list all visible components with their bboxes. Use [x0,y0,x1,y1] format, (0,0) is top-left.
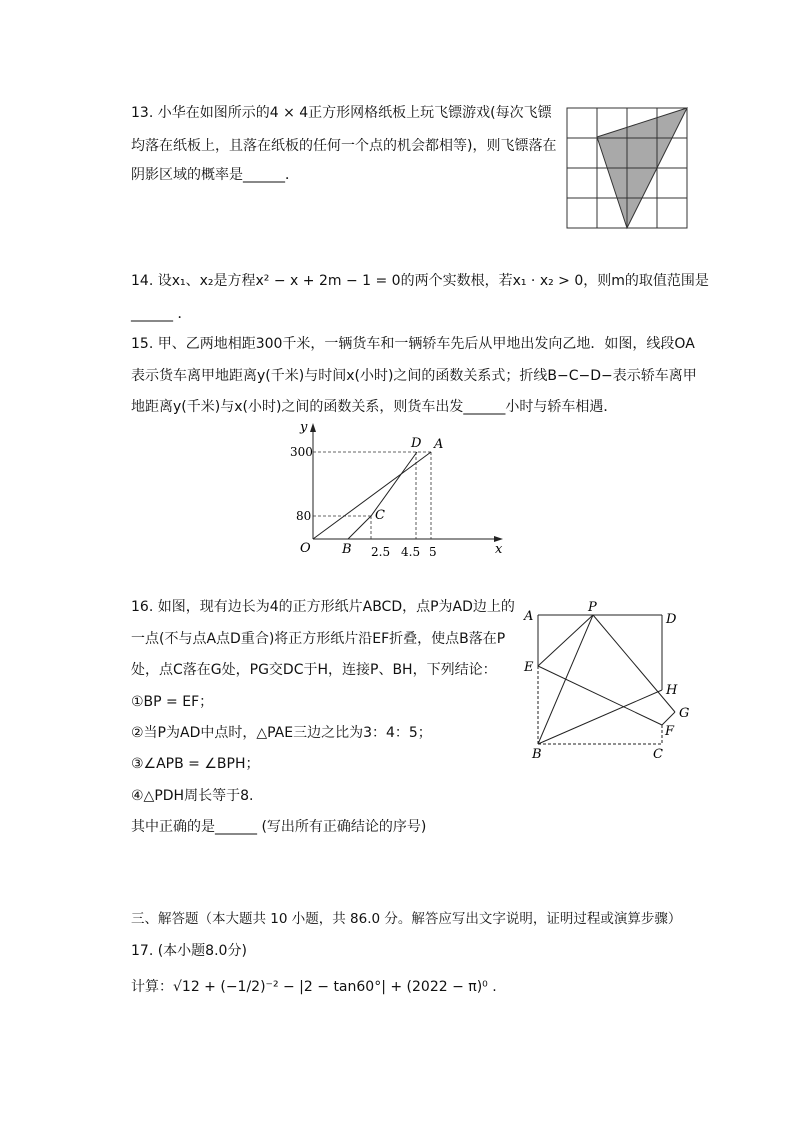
x-axis-label: x [495,542,503,557]
q14-line1: 14. 设x₁、x₂是方程x² − x + 2m − 1 = 0的两个实数根，若x₁ · x₂ > 0，则m的取值范围是 [131,273,709,289]
q16-line1: 16. 如图，现有边长为4的正方形纸片ABCD，点P为AD边上的 [131,599,515,615]
q16-conclusion-2: ②当P为AD中点时，△PAE三边之比为3：4：5； [131,725,432,741]
polyline-BCD [348,452,417,539]
fig16-label-A: A [524,609,534,624]
point-B-label: B [342,542,352,557]
fig16-label-H: H [666,683,678,698]
q15-line2: 表示货车离甲地距离y(千米)与时间x(小时)之间的函数关系式；折线B−C−D−表示轿车离甲 [131,368,697,384]
q14-line2: ______ ． [131,306,192,322]
q15-graph [283,418,508,563]
x-tick-5: 5 [429,545,437,559]
y-axis-arrow [310,423,316,432]
section-3-heading: 三、解答题（本大题共 10 小题，共 86.0 分。解答应写出文字说明，证明过程或演算步骤） [131,911,682,927]
q16-conclusion-1: ①BP = EF； [131,694,214,710]
q15-line1: 15. 甲、乙两地相距300千米，一辆货车和一辆轿车先后从甲地出发向乙地．如图，线段OA [131,336,695,352]
q16-line3: 处，点C落在G处，PG交DC于H，连接P、BH，下列结论： [131,662,497,678]
fig16-label-P: P [588,600,597,615]
point-C-label: C [375,508,385,523]
point-D-label: D [411,436,422,451]
point-A-label: A [434,437,444,452]
y-axis-label: y [300,420,308,435]
q16-fold-figure [518,598,693,766]
q13-grid-figure [566,107,690,231]
q13-line2: 均落在纸板上，且落在纸板的任何一个点的机会都相等)，则飞镖落在 [131,138,557,154]
fig16-label-D: D [666,612,677,627]
fig16-label-C: C [653,747,663,762]
q16-line2: 一点(不与点A点D重合)将正方形纸片沿EF折叠，使点B落在P [131,631,506,647]
q16-conclusion-4: ④△PDH周长等于8. [131,788,254,804]
q16-answer-line: 其中正确的是______ (写出所有正确结论的序号) [131,819,427,835]
q15-line3: 地距离y(千米)与x(小时)之间的函数关系，则货车出发______小时与轿车相遇． [131,399,618,415]
y-tick-80: 80 [296,509,312,523]
fig16-label-E: E [524,660,534,675]
y-tick-300: 300 [290,445,313,459]
x-tick-4-5: 4.5 [401,545,421,559]
fig16-label-B: B [532,747,542,762]
q13-line3: 阴影区域的概率是______． [131,167,299,183]
q16-conclusion-3: ③∠APB = ∠BPH； [131,756,260,772]
fig16-label-F: F [665,724,675,739]
x-tick-2-5: 2.5 [371,545,391,559]
origin-label: O [300,541,311,556]
segment-OA [313,452,431,539]
q17-line1: 17. (本小题8.0分) [131,943,247,959]
fig16-label-G: G [679,706,690,721]
q17-line2: 计算：√12 + (−1/2)⁻² − |2 − tan60°| + (2022 − π)⁰ . [131,979,497,995]
q13-line1: 13. 小华在如图所示的4 × 4正方形网格纸板上玩飞镖游戏(每次飞镖 [131,105,552,121]
